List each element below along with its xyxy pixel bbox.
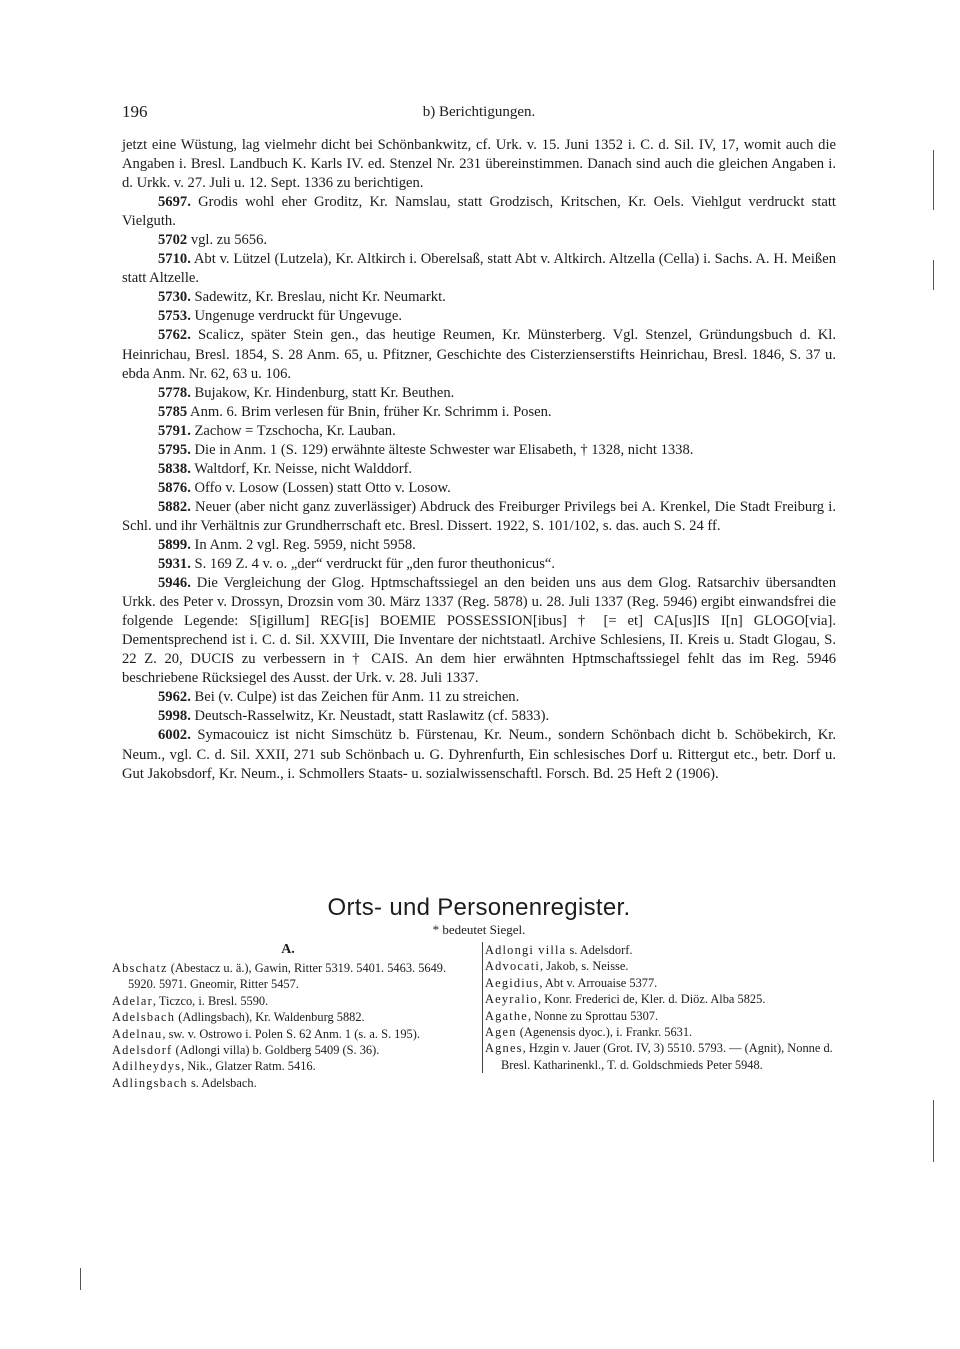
entry-text: Die Vergleichung der Glog. Hptmschaftssiegel an den beiden uns aus dem Glog. Ratsarchiv übersandten Urkk. des Peter v. Drossyn, Drozsin vom 30. März 1337 (Reg. 5878) u. 28. Juli 1337 (Reg. 5946) ergibt einwandsfrei die folgende Legende: S[igillum] REG[is] BOEMIE POSSESSION[ibus] † [= et] CA[us]IS I[n] GLOGO[via]. Dementsprechend ist i. C. d. Sil. XXVIII, Die Inventare der nichtstaatl. Archive Schlesiens, II. Kreis u. Stadt Glogau, S. 22 Z. 20, DUCIS zu verbessern in † CAIS. An dem hier erwähnten Hptmschaftssiegel fehlt das im Reg. 5946 beschriebene Rücksiegel des Ausst. der Urk. v. 28. Juli 1337. (122, 575, 836, 687)
entry-text: Waltdorf, Kr. Neisse, nicht Walddorf. (190, 460, 413, 477)
entry-text: Zachow = Tzschocha, Kr. Lauban. (190, 422, 396, 439)
register-entry-head: Aeyralio (485, 992, 538, 1007)
correction-entry (122, 403, 836, 422)
margin-rule (80, 1268, 81, 1290)
register-entry (485, 942, 837, 958)
corrections-section (122, 136, 836, 784)
correction-entry (122, 498, 836, 536)
correction-entry (122, 193, 836, 231)
register-entry (112, 1042, 464, 1058)
page-number: 196 (122, 102, 148, 121)
entry-number: 5710. (158, 251, 191, 268)
register-entry-head: Advocati (485, 959, 541, 974)
entry-number: 5882. (158, 498, 191, 515)
register-entry-text: , sw. v. Ostrowo i. Polen S. 62 Anm. 1 (s. a. S. 195). (162, 1026, 420, 1041)
correction-entry (122, 707, 836, 726)
register-entry (485, 975, 837, 991)
entry-text: Neuer (aber nicht ganz zuverlässiger) Abdruck des Freiburger Privilegs bei A. Krenkel, Die Stadt Freiburg i. Schl. und ihr Verhältnis zur Grundherrschaft etc. Bresl. Dissert. 1922, S. 101/102, s. das. auch S. 24 ff. (122, 498, 836, 534)
register-section-letter: A. (281, 942, 295, 957)
register-entry (485, 1008, 837, 1024)
running-head: b) Berichtigungen. (422, 104, 536, 120)
correction-entry (122, 726, 836, 783)
entry-text: Offo v. Losow (Lossen) statt Otto v. Losow. (190, 479, 451, 496)
entry-number: 5785 (158, 403, 188, 420)
correction-entry (122, 688, 836, 707)
entry-number: 5702 (158, 232, 188, 249)
register-entry-head: Adlingsbach (112, 1075, 188, 1090)
entry-number: 5998. (158, 708, 191, 725)
correction-entry (122, 441, 836, 460)
entry-text: S. 169 Z. 4 v. o. „der“ verdruckt für „den furor theuthonicus“. (190, 556, 556, 573)
entry-text: Ungenuge verdruckt für Ungevuge. (190, 308, 402, 325)
register-entry-head: Agnes (485, 1041, 523, 1056)
register-entry (485, 1040, 837, 1073)
register-entry-head: Adelsbach (112, 1010, 176, 1025)
register-entry-text: (Adlingsbach), Kr. Waldenburg 5882. (175, 1010, 365, 1025)
correction-entry (122, 479, 836, 498)
register-column-left (112, 942, 464, 1091)
entry-text: vgl. zu 5656. (187, 232, 268, 249)
correction-entry (122, 384, 836, 403)
entry-text: jetzt eine Wüstung, lag vielmehr dicht bei Schönbankwitz, cf. Urk. v. 15. Juni 1352 i. C. d. Sil. IV, 17, womit auch die Angaben i. Bresl. Landbuch K. Karls IV. ed. Stenzel Nr. 231 übereinstimmen. Danach sind auch die gleichen Angaben i. d. Urkk. v. 27. Juli u. 12. Sept. 1336 zu berichtigen. (122, 137, 836, 192)
register-entry (112, 1058, 464, 1074)
entry-number: 5876. (158, 479, 191, 496)
entry-text: Scalicz, später Stein gen., das heutige Reumen, Kr. Münsterberg. Vgl. Stenzel, Gründungsbuch d. Kl. Heinrichau, Bresl. 1854, S. 28 Anm. 65, u. Pfitzner, Geschichte des Cisterzienserstifts Heinrichau, Bresl. 1846, S. 37 u. ebda Anm. Nr. 62, 63 u. 106. (122, 327, 836, 382)
entry-text: Symacouicz ist nicht Simschütz b. Fürstenau, Kr. Neum., sondern Schönbach dicht b. Schöbekirch, Kr. Neum., vgl. C. d. Sil. XXII, 271 sub Schönbach u. G. Dyhrenfurth, Ein schlesisches Dorf u. Rittergut etc., betr. Dorf u. Gut Jakobsdorf, Kr. Neum., i. Schmollers Staats- u. sozialwissenschaftl. Forsch. Bd. 25 Heft 2 (1906). (122, 727, 836, 782)
register-entry-text: (Agenensis dyoc.), i. Frankr. 5631. (516, 1025, 693, 1040)
correction-entry (122, 288, 836, 307)
correction-entry (122, 422, 836, 441)
register-column-right (482, 942, 837, 1073)
register-entry (485, 958, 837, 974)
entry-number: 5762. (158, 327, 191, 344)
register-entry-head: Adelnau (112, 1026, 163, 1041)
register-entry-head: Agen (485, 1025, 517, 1040)
register-entry-head: Agathe (485, 1008, 528, 1023)
entry-text: Die in Anm. 1 (S. 129) erwähnte älteste Schwester war Elisabeth, † 1328, nicht 1338. (190, 441, 694, 458)
register-entry-head: Adelar (112, 993, 153, 1008)
entry-number: 6002. (158, 727, 191, 744)
correction-entry (122, 250, 836, 288)
margin-rule (933, 260, 934, 290)
entry-text: Bei (v. Culpe) ist das Zeichen für Anm. 11 zu streichen. (190, 689, 520, 706)
register-entry (112, 960, 464, 993)
entry-number: 5838. (158, 460, 191, 477)
register-entry (112, 1026, 464, 1042)
correction-entry (122, 574, 836, 688)
entry-number: 5962. (158, 689, 191, 706)
register-title: Orts- und Personenregister. (327, 894, 631, 921)
register-entry-text: (Adlongi villa) b. Goldberg 5409 (S. 36). (172, 1043, 380, 1058)
correction-entry (122, 307, 836, 326)
correction-entry (122, 231, 836, 250)
register-entry-text: (Abestacz u. ä.), Gawin, Ritter 5319. 5401. 5463. 5649. 5920. 5971. Gneomir, Ritter 5457. (128, 961, 447, 992)
register-entry-text: , Abt v. Arrouaise 5377. (539, 975, 658, 990)
entry-number: 5778. (158, 384, 191, 401)
register-entry-text: , Ticzco, i. Bresl. 5590. (152, 993, 269, 1008)
entry-number: 5931. (158, 556, 191, 573)
entry-text: Sadewitz, Kr. Breslau, nicht Kr. Neumarkt. (190, 289, 446, 306)
entry-number: 5753. (158, 308, 191, 325)
register-entry (112, 993, 464, 1009)
entry-text: Bujakow, Kr. Hindenburg, statt Kr. Beuthen. (190, 384, 455, 401)
correction-entry (122, 326, 836, 383)
entry-number: 5899. (158, 536, 191, 553)
register-entry-head: Adlongi villa (485, 943, 567, 957)
register-entry-text: , Jakob, s. Neisse. (540, 959, 629, 974)
register-entry (485, 991, 837, 1007)
correction-entry (122, 136, 836, 193)
register-entry-text: , Nik., Glatzer Ratm. 5416. (181, 1059, 316, 1074)
entry-text: Abt v. Lützel (Lutzela), Kr. Altkirch i. Oberelsaß, statt Abt v. Altkirch. Altzella (Cella) i. Sachs. A. H. Meißen statt Altzelle. (122, 251, 836, 287)
register-entry-head: Adelsdorf (112, 1043, 173, 1058)
margin-rule (933, 150, 934, 210)
entry-text: Grodis wohl eher Groditz, Kr. Namslau, statt Grodzisch, Kritschen, Kr. Oels. Viehlgut verdruckt statt Vielguth. (122, 194, 836, 230)
margin-rule (933, 1100, 934, 1162)
entry-number: 5697. (158, 194, 191, 211)
register-entry-text: s. Adelsbach. (187, 1075, 257, 1090)
register-entry-head: Adilheydys (112, 1059, 182, 1074)
register-entry-text: , Konr. Frederici de, Kler. d. Diöz. Alba 5825. (537, 992, 766, 1007)
entry-number: 5795. (158, 441, 191, 458)
register-entry-text: s. Adelsdorf. (566, 943, 633, 957)
register-subtitle: * bedeutet Siegel. (432, 922, 526, 937)
correction-entry (122, 460, 836, 479)
correction-entry (122, 536, 836, 555)
entry-number: 5791. (158, 422, 191, 439)
register-entry (112, 1009, 464, 1025)
register-entry-text: , Hzgin v. Jauer (Grot. IV, 3) 5510. 5793. — (Agnit), Nonne d. Bresl. Katharinenkl., T. d. Goldschmieds Peter 5948. (501, 1041, 833, 1072)
entry-text: Anm. 6. Brim verlesen für Bnin, früher Kr. Schrimm i. Posen. (187, 403, 552, 420)
register-entry-text: , Nonne zu Sprottau 5307. (527, 1008, 659, 1023)
register-entry-head: Aegidius (485, 975, 540, 990)
register-entry (112, 1075, 464, 1091)
correction-entry (122, 555, 836, 574)
entry-number: 5730. (158, 289, 191, 306)
register-entry (485, 1024, 837, 1040)
page-header (122, 102, 836, 126)
entry-number: 5946. (158, 575, 191, 592)
register-entry-head: Abschatz (112, 961, 168, 975)
entry-text: Deutsch-Rasselwitz, Kr. Neustadt, statt Raslawitz (cf. 5833). (190, 708, 550, 725)
entry-text: In Anm. 2 vgl. Reg. 5959, nicht 5958. (190, 536, 416, 553)
